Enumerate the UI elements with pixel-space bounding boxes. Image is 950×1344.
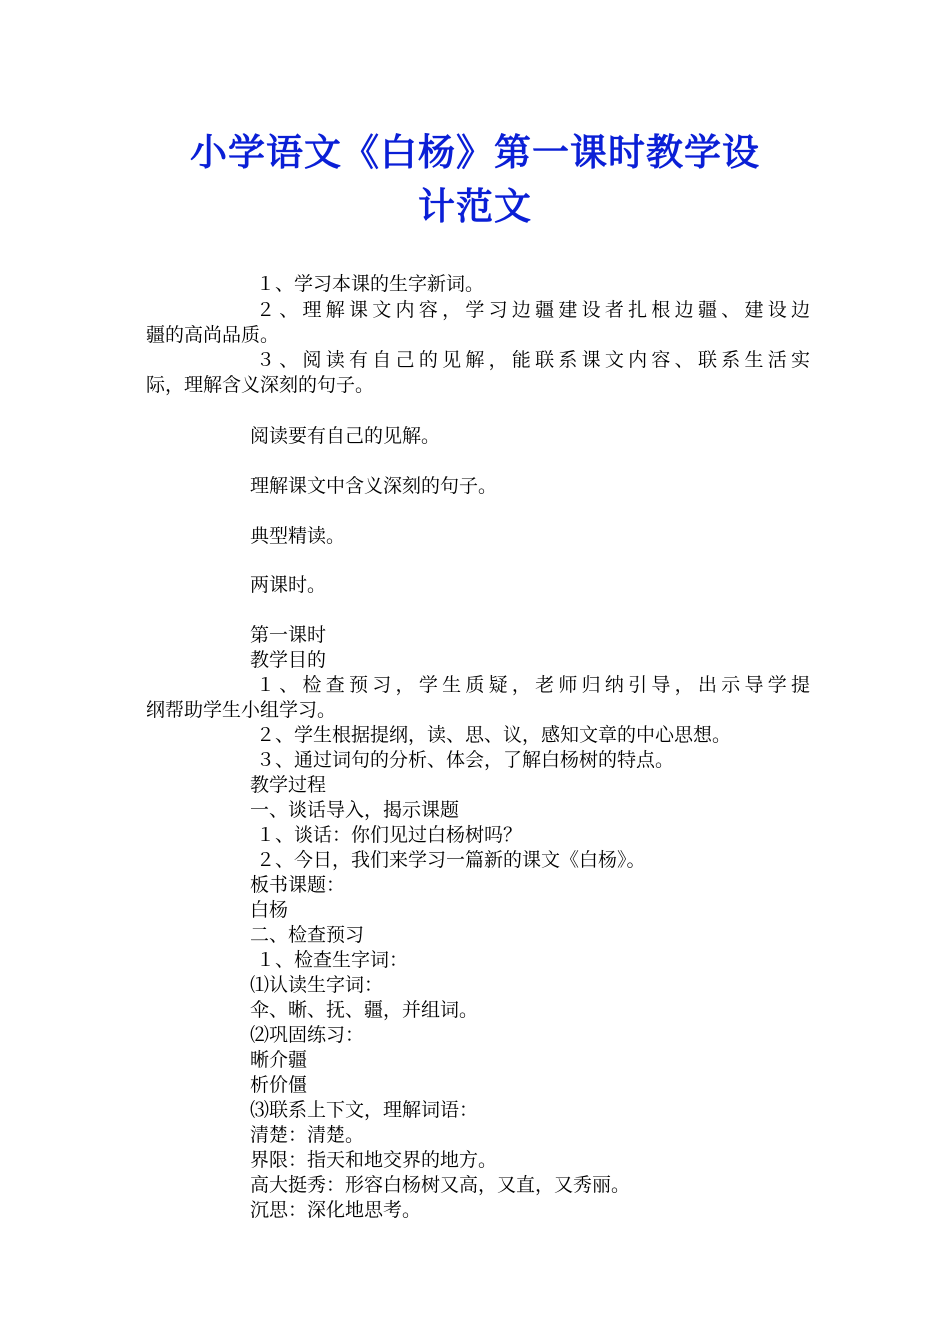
- subitem-2: ⑵巩固练习：: [250, 1024, 365, 1046]
- aim-3: ３、通过词句的分析、体会，了解白杨树的特点。: [256, 749, 675, 771]
- goal-2-line-1: ２、理解课文内容，学习边疆建设者扎根边疆、建设边: [256, 299, 810, 321]
- subitem-1: ⑴认读生字词：: [250, 974, 384, 996]
- aim-1-line-1: １、检查预习，学生质疑，老师归纳引导，出示导学提: [256, 674, 810, 696]
- lesson-heading: 第一课时: [250, 624, 327, 646]
- subitem-3: ⑶联系上下文，理解词语：: [250, 1099, 479, 1121]
- word-definition-1: 清楚：清楚。: [250, 1124, 365, 1146]
- step-1-item-2: ２、今日，我们来学习一篇新的课文《白杨》。: [256, 849, 646, 871]
- goal-3-line-2: 际，理解含义深刻的句子。: [146, 374, 375, 396]
- document-title: [120, 126, 830, 234]
- aim-heading: 教学目的: [250, 649, 327, 671]
- aim-2: ２、学生根据提纲，读、思、议，感知文章的中心思想。: [256, 724, 732, 746]
- difficulty: 理解课文中含义深刻的句子。: [250, 475, 498, 497]
- word-definition-3: 高大挺秀：形容白杨树又高，又直，又秀丽。: [250, 1174, 631, 1196]
- goal-1: １、学习本课的生字新词。: [256, 273, 485, 295]
- subitem-2-row-1: 晰介疆: [250, 1049, 308, 1071]
- subitem-1-words: 伞、晰、抚、疆，并组词。: [250, 999, 479, 1021]
- word-definition-4: 沉思：深化地思考。: [250, 1199, 422, 1221]
- step-1: 一、谈话导入，揭示课题: [250, 799, 460, 821]
- teaching-method: 典型精读。: [250, 525, 346, 547]
- goal-3-line-1: ３、阅读有自己的见解，能联系课文内容、联系生活实: [256, 349, 810, 371]
- word-definition-2: 界限：指天和地交界的地方。: [250, 1149, 498, 1171]
- title-line-1: 小学语文《白杨》第一课时教学设: [190, 131, 760, 174]
- subitem-2-row-2: 析价僵: [250, 1074, 308, 1096]
- title-line-2: 计范文: [418, 185, 532, 228]
- aim-1-line-2: 纲帮助学生小组学习。: [146, 699, 337, 721]
- process-heading: 教学过程: [250, 774, 327, 796]
- key-point: 阅读要有自己的见解。: [250, 425, 441, 447]
- step-2-item-1: １、检查生字词：: [256, 949, 409, 971]
- goal-2-line-2: 疆的高尚品质。: [146, 324, 280, 346]
- class-hours: 两课时。: [250, 574, 327, 596]
- step-1-item-1: １、谈话：你们见过白杨树吗？: [256, 824, 523, 846]
- board-title: 白杨: [250, 899, 289, 921]
- board-label: 板书课题：: [250, 874, 346, 896]
- step-2: 二、检查预习: [250, 924, 365, 946]
